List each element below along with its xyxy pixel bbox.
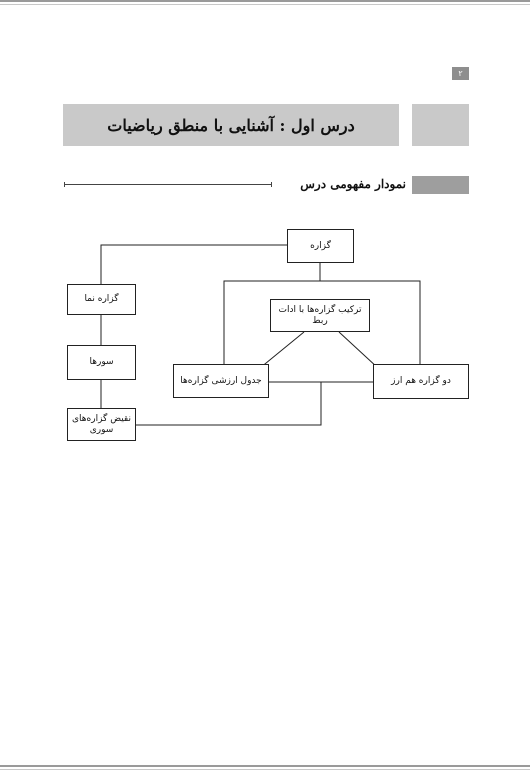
connector-proposition-opensentence xyxy=(101,245,287,284)
node-combination: ترکیب گزاره‌ها با ادات ربط xyxy=(270,299,370,332)
node-proposition: گزاره xyxy=(287,229,354,263)
connector-combination-table xyxy=(260,332,304,368)
node-equivalent: دو گزاره هم ارز xyxy=(373,364,469,399)
node-truth-table: جدول ارزشی گزاره‌ها xyxy=(173,364,269,398)
bottom-border-thin xyxy=(0,769,530,770)
page-number: ۲ xyxy=(452,67,469,80)
node-open-sentence: گزاره نما xyxy=(67,284,136,315)
lesson-title: درس اول : آشنایی با منطق ریاضیات xyxy=(63,104,399,146)
section-title: نمودار مفهومی درس xyxy=(300,177,406,191)
node-negation: نقیض گزاره‌های سوری xyxy=(67,408,136,441)
bottom-border xyxy=(0,765,530,767)
connector-combination-equivalent xyxy=(339,332,378,368)
node-quantifiers: سورها xyxy=(67,345,136,380)
